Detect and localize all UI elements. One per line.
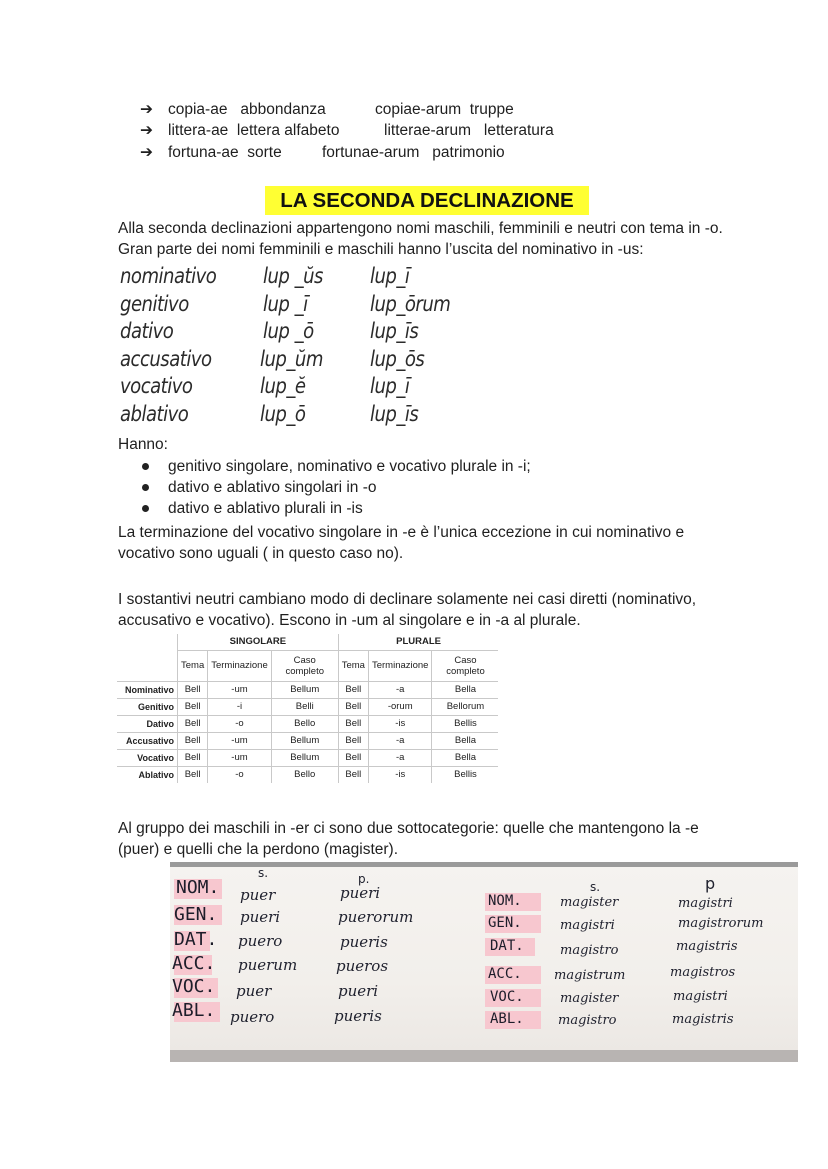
bullet-icon xyxy=(142,505,149,512)
case-label: DAT. xyxy=(490,938,524,954)
singular-form: puero xyxy=(238,932,283,950)
vocativo-note: La terminazione del vocativo singolare in -e è l’unica eccezione in cui nominativo e xyxy=(118,524,685,541)
case-label: VOC. xyxy=(172,976,216,997)
singular-form: pueri xyxy=(240,908,281,926)
singular-header: s. xyxy=(258,866,269,880)
vocab-plural: fortunae-arum patrimonio xyxy=(322,144,505,161)
plural-form: lup_īs xyxy=(370,402,419,426)
case-name: dativo xyxy=(120,319,174,343)
singular-form: puero xyxy=(230,1008,275,1026)
plural-form: magistrorum xyxy=(678,916,764,931)
case-name: ablativo xyxy=(120,402,189,426)
case-label: NOM. xyxy=(488,893,522,909)
lupus-declension xyxy=(118,262,451,432)
row-header: Accusativo xyxy=(117,733,178,750)
section-title: LA SECONDA DECLINAZIONE xyxy=(280,189,574,212)
case-label: VOC. xyxy=(490,989,524,1005)
case-name: nominativo xyxy=(120,264,217,288)
intro-line: Alla seconda declinazioni appartengono nomi maschili, femminili e neutri con tema in -o. xyxy=(118,220,723,237)
case-name: vocativo xyxy=(120,374,193,398)
singular-form: lup _ō xyxy=(263,319,314,343)
list-item: genitivo singolare, nominativo e vocativo plurale in -i; xyxy=(140,456,531,477)
plural-form: magistri xyxy=(673,989,728,1004)
singular-form: magister xyxy=(560,895,619,910)
handwritten-notes-photo xyxy=(170,862,798,1062)
column-header: Terminazione xyxy=(368,651,432,682)
table-row: Vocativo Bell -um Bellum Bell -a Bella xyxy=(117,750,498,767)
column-header: Tema xyxy=(338,651,368,682)
plural-form: lup_ōrum xyxy=(370,292,451,316)
plural-form: pueros xyxy=(336,957,389,975)
intro-line: Gran parte dei nomi femminili e maschili hanno l’uscita del nominativo in -us: xyxy=(118,241,644,258)
plural-form: pueri xyxy=(338,982,379,1000)
bullet-icon xyxy=(142,484,149,491)
vocab-plural: litterae-arum letteratura xyxy=(384,122,554,139)
row-header: Genitivo xyxy=(117,699,178,716)
vocab-singular: littera-ae lettera alfabeto xyxy=(168,122,340,139)
arrow-right-icon: ➔ xyxy=(140,122,153,139)
bullet-icon xyxy=(142,463,149,470)
singular-form: magistro xyxy=(560,943,619,958)
row-header: Dativo xyxy=(117,716,178,733)
plural-form: lup_ī xyxy=(370,264,410,288)
singular-form: lup_ŭm xyxy=(260,347,323,371)
neutri-note: accusativo e vocativo). Escono in -um al singolare e in -a al plurale. xyxy=(118,612,581,629)
column-header: Tema xyxy=(178,651,208,682)
list-item: dativo e ablativo plurali in -is xyxy=(140,498,531,519)
rules-list xyxy=(140,456,531,519)
vocab-singular: fortuna-ae sorte xyxy=(168,144,282,161)
plural-form: magistris xyxy=(676,939,738,954)
neutri-note: I sostantivi neutri cambiano modo di declinare solamente nei casi diretti (nominativo, xyxy=(118,591,697,608)
hanno-label: Hanno: xyxy=(118,436,168,453)
table-row: Accusativo Bell -um Bellum Bell -a Bella xyxy=(117,733,498,750)
list-item: dativo e ablativo singolari in -o xyxy=(140,477,531,498)
vocab-plural: copiae-arum truppe xyxy=(375,101,514,118)
singular-form: magistrum xyxy=(554,968,626,983)
column-header: Caso completo xyxy=(432,651,499,682)
singular-form: puerum xyxy=(238,956,298,974)
plural-form: lup_ōs xyxy=(370,347,425,371)
vocab-singular: copia-ae abbondanza xyxy=(168,101,326,118)
row-header: Nominativo xyxy=(117,682,178,699)
singular-form: lup _ī xyxy=(263,292,308,316)
case-label: ABL. xyxy=(172,1000,216,1021)
singular-header: s. xyxy=(590,880,601,894)
plural-header: p xyxy=(705,874,716,893)
arrow-right-icon: ➔ xyxy=(140,144,153,161)
plural-form: puerorum xyxy=(338,908,414,926)
case-label: ACC. xyxy=(488,966,522,982)
singular-form: lup _ŭs xyxy=(263,264,323,288)
group-header: PLURALE xyxy=(338,634,498,651)
case-label: GEN. xyxy=(488,915,522,931)
singular-form: puer xyxy=(240,886,276,904)
arrow-right-icon: ➔ xyxy=(140,101,153,118)
singular-form: magistro xyxy=(558,1013,617,1028)
plural-form: magistris xyxy=(672,1012,734,1027)
plural-form: lup_īs xyxy=(370,319,419,343)
plural-form: lup_ī xyxy=(370,374,410,398)
column-header: Terminazione xyxy=(208,651,272,682)
case-label: ABL. xyxy=(490,1011,524,1027)
singular-form: lup_ĕ xyxy=(260,374,306,398)
plural-form: pueris xyxy=(334,1007,382,1025)
plural-header: p. xyxy=(358,872,370,886)
case-label: NOM. xyxy=(176,877,220,898)
column-header: Caso completo xyxy=(271,651,338,682)
case-label: GEN. xyxy=(174,904,218,925)
singular-form: lup_ō xyxy=(260,402,306,426)
table-row: Ablativo Bell -o Bello Bell -is Bellis xyxy=(117,767,498,784)
group-header: SINGOLARE xyxy=(178,634,339,651)
vocativo-note: vocativo sono uguali ( in questo caso no). xyxy=(118,545,404,562)
plural-form: pueris xyxy=(340,933,388,951)
table-row: Genitivo Bell -i Belli Bell -orum Bellorum xyxy=(117,699,498,716)
case-name: accusativo xyxy=(120,347,212,371)
singular-form: magistri xyxy=(560,918,615,933)
table-row: Dativo Bell -o Bello Bell -is Bellis xyxy=(117,716,498,733)
table-row: Nominativo Bell -um Bellum Bell -a Bella xyxy=(117,682,498,699)
er-note: Al gruppo dei maschili in -er ci sono due sottocategorie: quelle che mantengono la -e xyxy=(118,820,699,837)
plural-form: pueri xyxy=(340,884,381,902)
singular-form: puer xyxy=(236,982,272,1000)
singular-form: magister xyxy=(560,991,619,1006)
case-name: genitivo xyxy=(120,292,189,316)
er-note: (puer) e quelli che la perdono (magister). xyxy=(118,841,398,858)
plural-form: magistros xyxy=(670,965,736,980)
row-header: Ablativo xyxy=(117,767,178,784)
bellum-table xyxy=(117,634,498,783)
case-label: DAT. xyxy=(174,929,218,950)
row-header: Vocativo xyxy=(117,750,178,767)
plural-form: magistri xyxy=(678,896,733,911)
case-label: ACC. xyxy=(172,953,216,974)
